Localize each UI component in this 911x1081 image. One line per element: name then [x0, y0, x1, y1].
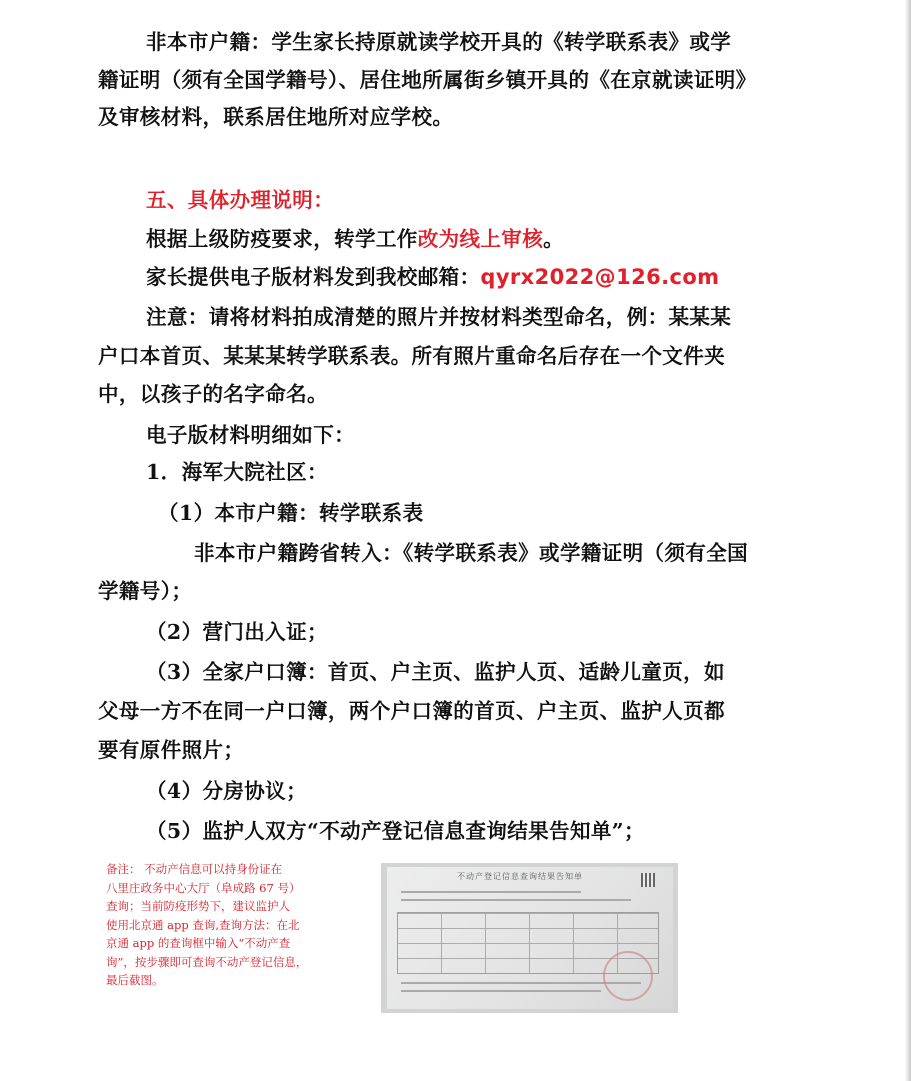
note-box: [106, 860, 331, 990]
photo-text-line: [401, 891, 581, 893]
item-1-sub-line1: 非本市户籍跨省转入：《转学联系表》或学籍证明（须有全国: [194, 541, 749, 565]
email-address: qyrx2022@126.com: [480, 265, 720, 289]
online-review-suffix: 。: [543, 227, 565, 251]
photo-paper: [387, 867, 673, 1009]
email-label: 家长提供电子版材料发到我校邮箱：: [146, 265, 481, 289]
nonlocal-intro-line1: 非本市户籍：学生家长持原就读学校开具的《转学联系表》或学: [146, 30, 732, 54]
online-review-highlight: 改为线上审核: [417, 227, 544, 251]
photo-text-line: [401, 899, 631, 901]
item-2: （2）营门出入证；: [146, 620, 328, 644]
nonlocal-intro-line3: 及审核材料，联系居住地所对应学校。: [98, 105, 454, 129]
item-3-line3: 要有原件照片；: [98, 738, 245, 762]
note-line6: 询”，按步骤即可查询不动产登记信息，: [106, 954, 308, 969]
nonlocal-intro-line2: 籍证明（须有全国学籍号）、居住地所属街乡镇开具的《在京就读证明》: [98, 68, 757, 92]
item-5: （5）监护人双方“不动产登记信息查询结果告知单”；: [146, 819, 645, 843]
note-line5: 京通 app 的查询框中输入“不动产查: [106, 936, 291, 950]
attention-line3: 中，以孩子的名字命名。: [98, 382, 328, 406]
note-line4: 使用北京通 app 查询,查询方法：在北: [106, 917, 300, 932]
photo-text-line: [401, 990, 601, 992]
attention-line2: 户口本首页、某某某转学联系表。所有照片重命名后存在一个文件夹: [98, 344, 725, 368]
item-3-line1: （3）全家户口簿：首页、户主页、监护人页、适龄儿童页，如: [146, 660, 725, 684]
note-line3: 查询；当前防疫形势下，建议监护人: [106, 899, 290, 913]
section-heading: 五、具体办理说明：: [146, 188, 335, 212]
seal-stamp-icon: [603, 951, 653, 1001]
note-line2: 八里庄政务中心大厅（阜成路 67 号）: [106, 880, 301, 895]
qr-code-icon: [641, 873, 655, 887]
item-1: （1）本市户籍：转学联系表: [158, 501, 424, 525]
note-line7: 最后截图。: [106, 973, 164, 987]
note-line1: 备注： 不动产信息可以持身份证在: [106, 862, 283, 876]
photo-title: 不动产登记信息查询结果告知单: [457, 872, 583, 881]
item-1-sub-line2: 学籍号）；: [98, 579, 193, 603]
item-3-line2: 父母一方不在同一户口簿，两个户口簿的首页、户主页、监护人页都: [98, 699, 725, 723]
email-paragraph: [98, 260, 828, 295]
materials-heading: 电子版材料明细如下：: [146, 423, 355, 447]
attention-line1: 注意：请将材料拍成清楚的照片并按材料类型命名，例：某某某: [146, 305, 732, 329]
online-review-paragraph: [98, 222, 828, 257]
online-review-prefix: 根据上级防疫要求，转学工作: [146, 227, 418, 251]
property-notice-photo: [381, 863, 678, 1013]
item-4: （4）分房协议；: [146, 779, 307, 803]
community-heading: 1．海军大院社区：: [146, 460, 328, 484]
page-edge-shadow: [905, 0, 911, 1081]
